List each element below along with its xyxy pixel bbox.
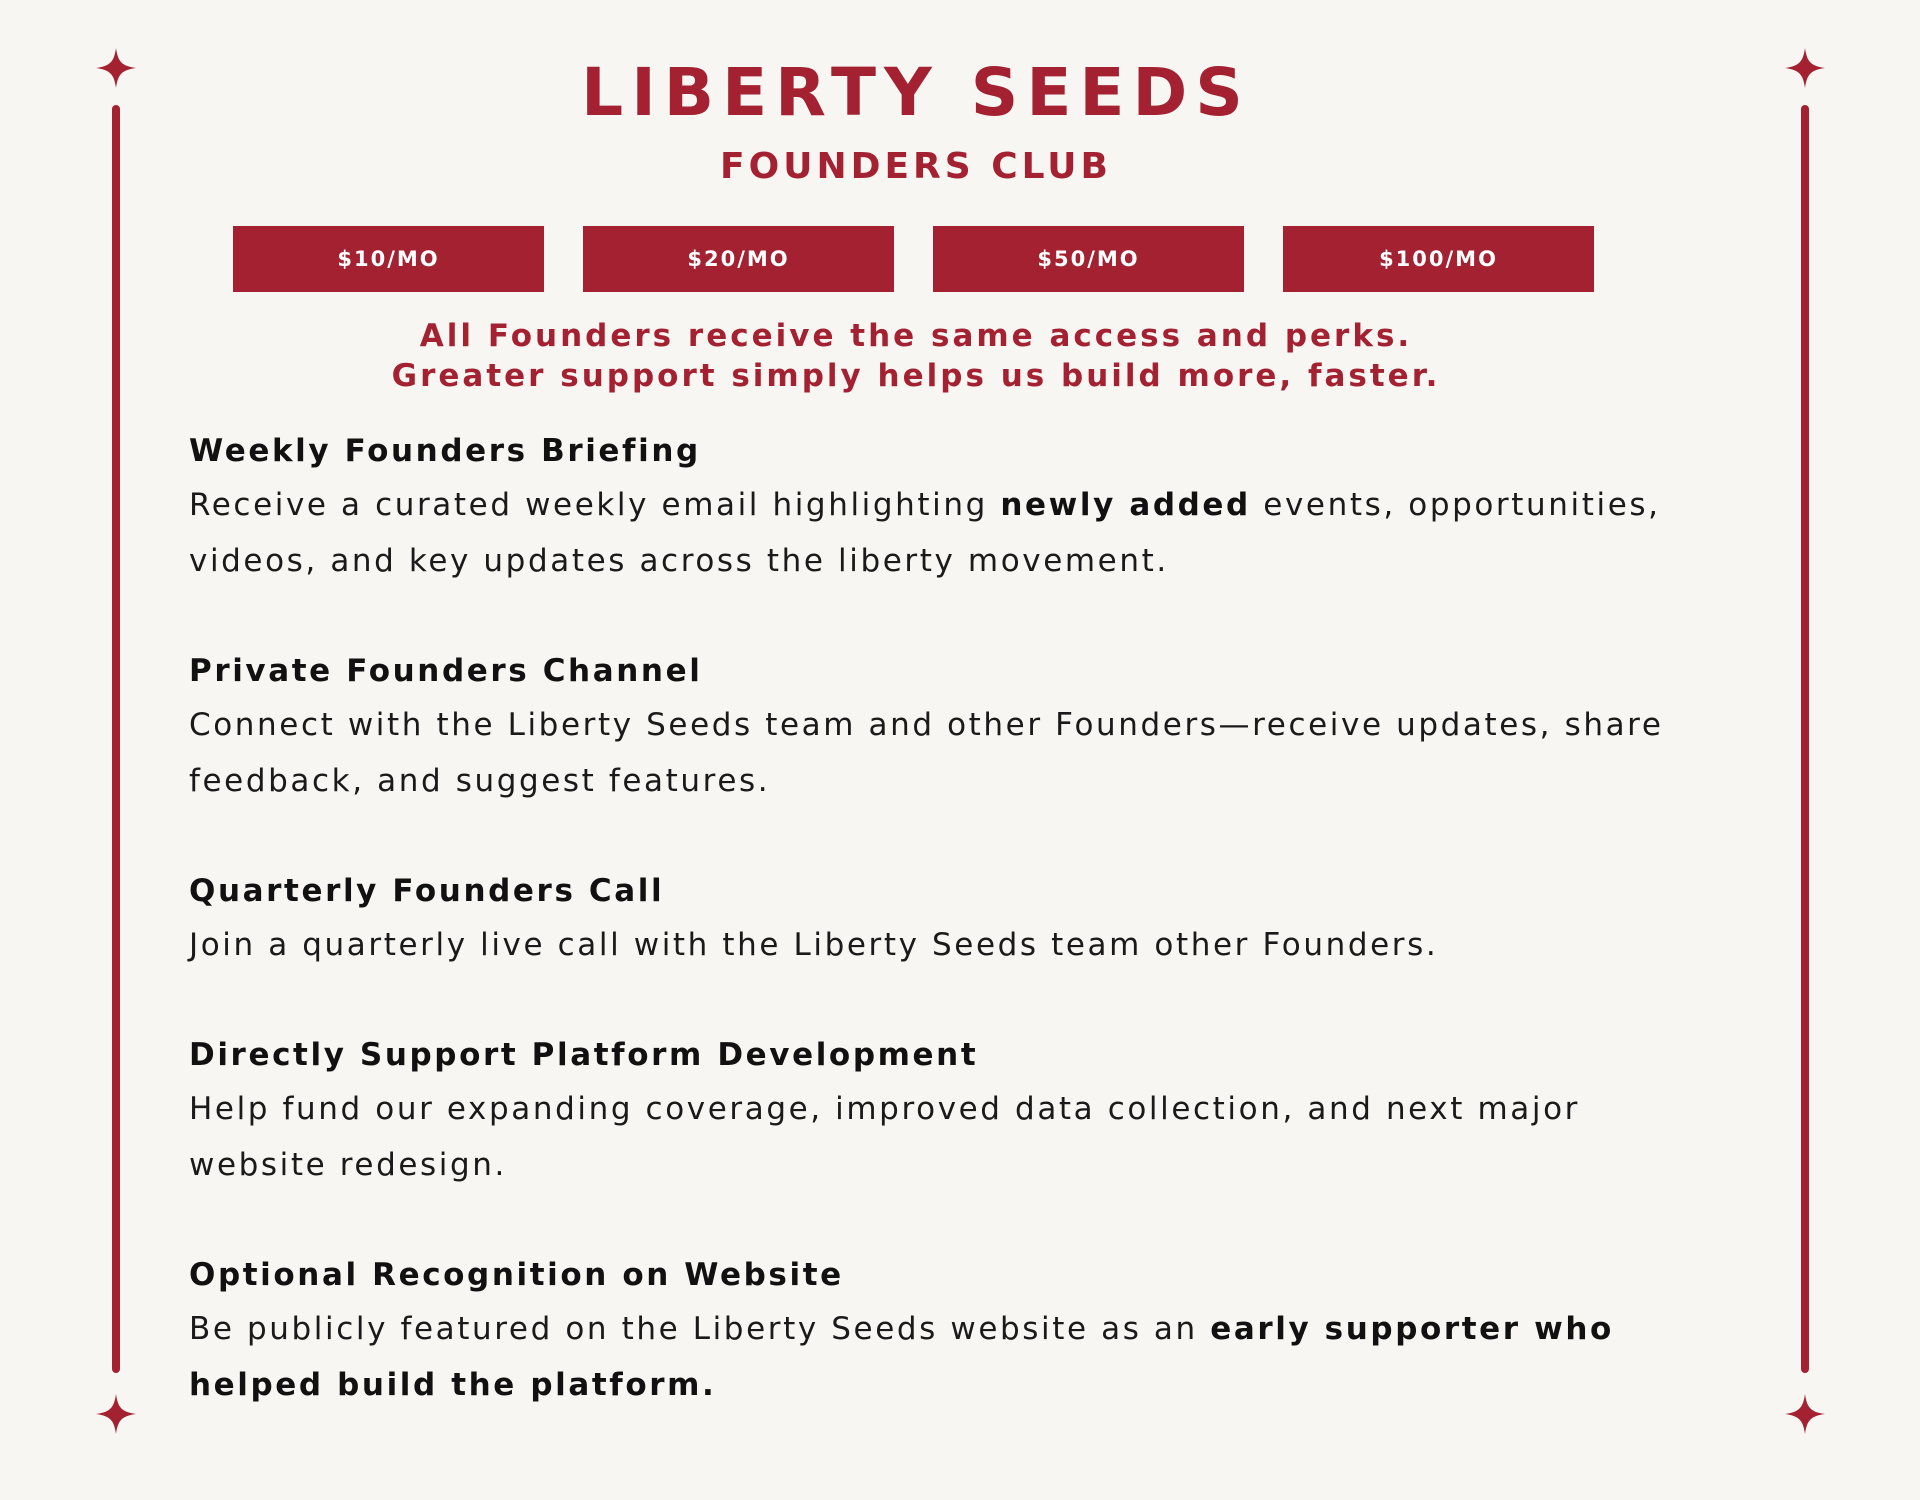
benefit-description-line: Connect with the Liberty Seeds team and other Founders—receive updates, share	[189, 707, 1664, 743]
benefit-title: Quarterly Founders Call	[189, 873, 665, 909]
benefit-title: Weekly Founders Briefing	[189, 433, 701, 469]
benefit-emphasis: newly added	[1000, 487, 1251, 523]
benefit-weekly-briefing	[189, 425, 1769, 589]
benefit-description-line	[189, 1357, 1769, 1413]
benefits-list	[189, 425, 1769, 1469]
page-title: LIBERTY SEEDS	[581, 54, 1251, 131]
sparkle-icon	[1783, 1392, 1827, 1436]
tier-10-button[interactable]: $10/MO	[233, 226, 544, 292]
tier-100-button[interactable]: $100/MO	[1283, 226, 1594, 292]
benefit-description-line	[189, 1301, 1769, 1357]
benefit-quarterly-call	[189, 865, 1769, 973]
benefit-website-recognition	[189, 1249, 1769, 1413]
tier-50-button[interactable]: $50/MO	[933, 226, 1244, 292]
benefit-description-line	[189, 477, 1769, 533]
benefit-emphasis: early supporter who	[1210, 1311, 1614, 1347]
benefit-title: Directly Support Platform Development	[189, 1037, 979, 1073]
sparkle-icon	[94, 1392, 138, 1436]
benefit-title: Optional Recognition on Website	[189, 1257, 844, 1293]
benefit-description	[189, 917, 1769, 973]
benefit-text: events, opportunities,	[1250, 487, 1661, 523]
benefit-description-line: website redesign.	[189, 1147, 507, 1183]
benefit-text: Receive a curated weekly email highlighting	[189, 487, 1001, 523]
benefit-emphasis: helped build the platform.	[189, 1367, 717, 1403]
page-subtitle: FOUNDERS CLUB	[720, 146, 1112, 187]
benefit-text: Be publicly featured on the Liberty Seeds website as an	[189, 1311, 1211, 1347]
benefit-description-line: Help fund our expanding coverage, improved data collection, and next major	[189, 1091, 1580, 1127]
benefit-platform-development	[189, 1029, 1769, 1193]
perks-note-line-2: Greater support simply helps us build more, faster.	[391, 358, 1441, 394]
perks-note-line-1: All Founders receive the same access and perks.	[419, 318, 1413, 354]
left-border-rail	[112, 105, 120, 1373]
benefit-description	[189, 477, 1769, 589]
benefit-description	[189, 697, 1769, 809]
benefit-description	[189, 1081, 1769, 1193]
benefit-title: Private Founders Channel	[189, 653, 703, 689]
benefit-private-channel	[189, 645, 1769, 809]
benefit-description-line: feedback, and suggest features.	[189, 763, 771, 799]
benefit-description	[189, 1301, 1769, 1413]
benefit-description-line: Join a quarterly live call with the Liberty Seeds team other Founders.	[189, 927, 1439, 963]
right-border-rail	[1801, 105, 1809, 1373]
benefit-description-line: videos, and key updates across the liberty movement.	[189, 543, 1169, 579]
tier-20-button[interactable]: $20/MO	[583, 226, 894, 292]
